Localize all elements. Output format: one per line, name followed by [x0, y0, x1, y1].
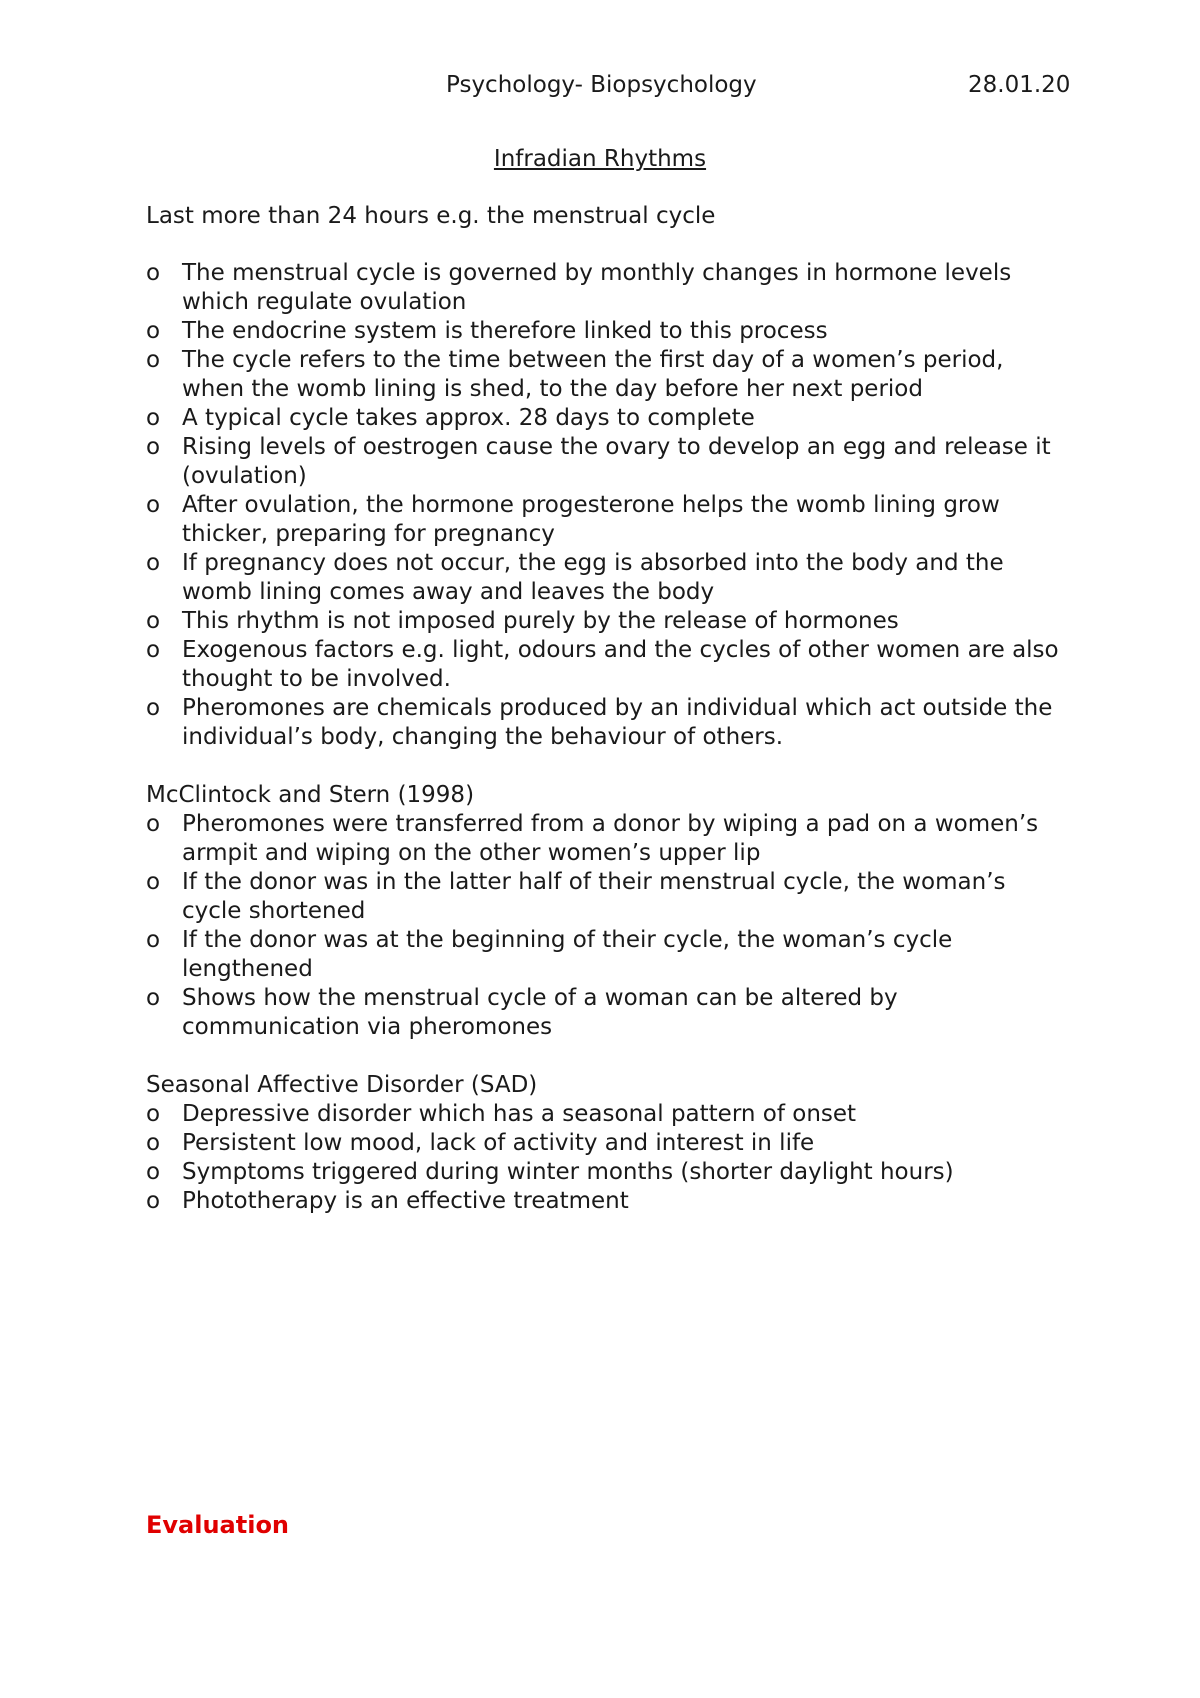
list-item-text: Rising levels of oestrogen cause the ovary to develop an egg and release it (ovulation)	[182, 434, 1051, 489]
list-item	[146, 926, 1066, 984]
header-date: 28.01.20	[968, 72, 1071, 98]
list-item	[146, 491, 1066, 549]
bullet-marker: o	[146, 637, 161, 663]
list-item-text: A typical cycle takes approx. 28 days to complete	[182, 405, 755, 431]
bullet-marker: o	[146, 492, 161, 518]
list-item-text: Phototherapy is an effective treatment	[182, 1188, 629, 1214]
list-item	[146, 346, 1066, 404]
list-item-text: Depressive disorder which has a seasonal pattern of onset	[182, 1101, 857, 1127]
bullet-marker: o	[146, 811, 161, 837]
list-item	[146, 694, 1066, 752]
list-item-text: Pheromones were transferred from a donor by wiping a pad on a women’s armpit and wiping on the other women’s upper lip	[182, 811, 1039, 866]
bullet-marker: o	[146, 695, 161, 721]
list-item	[146, 404, 1066, 433]
list-item-text: If the donor was in the latter half of their menstrual cycle, the woman’s cycle shortened	[182, 869, 1006, 924]
sad-bullet-list	[146, 1100, 1066, 1216]
list-item-text: Shows how the menstrual cycle of a woman can be altered by communication via pheromones	[182, 985, 898, 1040]
bullet-marker: o	[146, 1101, 161, 1127]
bullet-marker: o	[146, 927, 161, 953]
bullet-marker: o	[146, 347, 161, 373]
intro-bullet-list	[146, 259, 1066, 752]
list-item-text: Pheromones are chemicals produced by an individual which act outside the individual’s body, changing the behaviour of others.	[182, 695, 1053, 750]
bullet-marker: o	[146, 434, 161, 460]
study-heading: McClintock and Stern (1998)	[146, 782, 475, 808]
bullet-marker: o	[146, 260, 161, 286]
list-item-text: Persistent low mood, lack of activity and interest in life	[182, 1130, 815, 1156]
bullet-marker: o	[146, 608, 161, 634]
evaluation-heading: Evaluation	[146, 1511, 290, 1539]
list-item	[146, 810, 1066, 868]
document-body	[146, 202, 1066, 1245]
list-item-text: If pregnancy does not occur, the egg is absorbed into the body and the womb lining comes away and leaves the body	[182, 550, 1004, 605]
list-item	[146, 607, 1066, 636]
list-item-text: After ovulation, the hormone progesterone helps the womb lining grow thicker, preparing for pregnancy	[182, 492, 1000, 547]
list-item-text: The menstrual cycle is governed by monthly changes in hormone levels which regulate ovulation	[182, 260, 1012, 315]
bullet-marker: o	[146, 1188, 161, 1214]
list-item	[146, 433, 1066, 491]
list-item	[146, 1129, 1066, 1158]
list-item	[146, 984, 1066, 1042]
list-item	[146, 1158, 1066, 1187]
intro-text: Last more than 24 hours e.g. the menstrual cycle	[146, 203, 716, 229]
bullet-marker: o	[146, 1159, 161, 1185]
list-item	[146, 549, 1066, 607]
study-bullet-list	[146, 810, 1066, 1042]
list-item	[146, 868, 1066, 926]
list-item	[146, 636, 1066, 694]
bullet-marker: o	[146, 985, 161, 1011]
bullet-marker: o	[146, 1130, 161, 1156]
bullet-marker: o	[146, 405, 161, 431]
list-item-text: This rhythm is not imposed purely by the release of hormones	[182, 608, 899, 634]
list-item-text: Exogenous factors e.g. light, odours and the cycles of other women are also thought to be involved.	[182, 637, 1059, 692]
bullet-marker: o	[146, 318, 161, 344]
header-subject: Psychology- Biopsychology	[446, 72, 757, 98]
bullet-marker: o	[146, 869, 161, 895]
list-item-text: Symptoms triggered during winter months (shorter daylight hours)	[182, 1159, 954, 1185]
list-item	[146, 1187, 1066, 1216]
list-item-text: If the donor was at the beginning of their cycle, the woman’s cycle lengthened	[182, 927, 953, 982]
bullet-marker: o	[146, 550, 161, 576]
list-item	[146, 1100, 1066, 1129]
list-item	[146, 259, 1066, 317]
list-item-text: The endocrine system is therefore linked to this process	[182, 318, 828, 344]
list-item-text: The cycle refers to the time between the first day of a women’s period, when the womb lining is shed, to the day before her next period	[182, 347, 1004, 402]
page-title: Infradian Rhythms	[493, 146, 707, 172]
list-item	[146, 317, 1066, 346]
sad-heading: Seasonal Affective Disorder (SAD)	[146, 1072, 538, 1098]
